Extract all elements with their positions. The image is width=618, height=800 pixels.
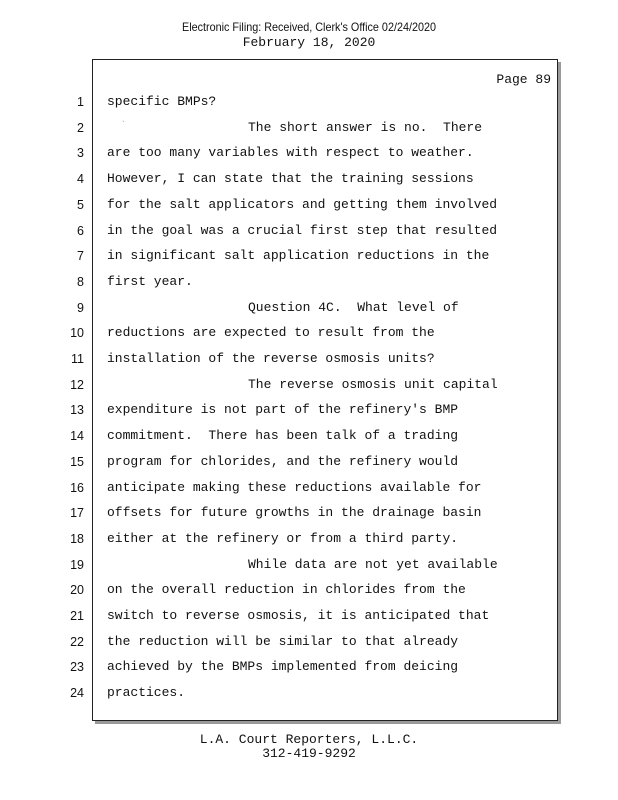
transcript-line: are too many variables with respect to weather. (107, 145, 474, 161)
transcript-line: either at the refinery or from a third party. (107, 530, 459, 546)
transcript-line: program for chlorides, and the refinery would (107, 453, 459, 469)
line-number: 19 (70, 557, 84, 572)
line-number: 15 (70, 454, 84, 469)
line-number: 14 (70, 429, 84, 444)
transcript-line: achieved by the BMPs implemented from deicing (107, 659, 459, 675)
line-number: 9 (77, 300, 84, 315)
transcript-line: reductions are expected to result from the (107, 325, 435, 341)
line-number: 8 (77, 274, 84, 289)
line-number: 10 (70, 326, 84, 341)
line-number: 20 (70, 583, 84, 598)
line-number: 12 (70, 377, 84, 392)
transcript-line: the reduction will be similar to that already (107, 633, 459, 649)
court-reporter-phone: 312-419-9292 (262, 746, 356, 761)
line-number: 24 (70, 686, 84, 701)
line-number: 17 (70, 506, 84, 521)
transcript-line: anticipate making these reductions available for (107, 479, 482, 495)
transcript-line: The reverse osmosis unit capital (248, 376, 498, 392)
transcript-line: However, I can state that the training sessions (107, 171, 474, 187)
court-reporter-name: L.A. Court Reporters, L.L.C. (199, 732, 419, 747)
transcript-line: expenditure is not part of the refinery's BMP (107, 402, 459, 418)
line-number: 7 (77, 249, 84, 264)
line-number: 13 (70, 403, 84, 418)
stray-mark: ` (122, 120, 125, 129)
line-number: 22 (70, 634, 84, 649)
line-number: 4 (77, 172, 84, 187)
transcript-line: While data are not yet available (248, 556, 498, 572)
line-number: 16 (70, 480, 84, 495)
transcript-line: offsets for future growths in the drainage basin (107, 505, 482, 521)
transcript-line: practices. (107, 685, 186, 701)
transcript-line: for the salt applicators and getting them involved (107, 196, 498, 212)
transcript-line: commitment. There has been talk of a trading (107, 428, 459, 444)
line-number: 18 (70, 531, 84, 546)
line-number: 5 (77, 197, 84, 212)
transcript-line: specific BMPs? (107, 94, 217, 109)
line-number: 21 (70, 609, 84, 623)
line-number: 23 (70, 660, 84, 675)
page-number: Page 89 (496, 72, 551, 87)
transcript-line: on the overall reduction in chlorides from the (107, 582, 466, 598)
transcript-line: The short answer is no. There (248, 119, 483, 135)
transcript-line: in significant salt application reductions in the (107, 248, 490, 264)
transcript-line: in the goal was a crucial first step that resulted (107, 222, 498, 238)
transcript-line: first year. (107, 273, 193, 289)
document-date: February 18, 2020 (242, 35, 376, 50)
line-number: 3 (77, 146, 84, 161)
line-number: 6 (77, 223, 84, 238)
transcript-line: Question 4C. What level of (248, 299, 459, 315)
line-number: 2 (77, 120, 84, 135)
line-number: 1 (77, 95, 84, 109)
transcript-line: switch to reverse osmosis, it is anticipated that (107, 608, 490, 623)
transcript-line: installation of the reverse osmosis units? (107, 351, 435, 366)
line-number: 11 (71, 352, 84, 366)
footer (0, 733, 618, 761)
filing-stamp: Electronic Filing: Received, Clerk's Office 02/24/2020 (182, 20, 436, 34)
